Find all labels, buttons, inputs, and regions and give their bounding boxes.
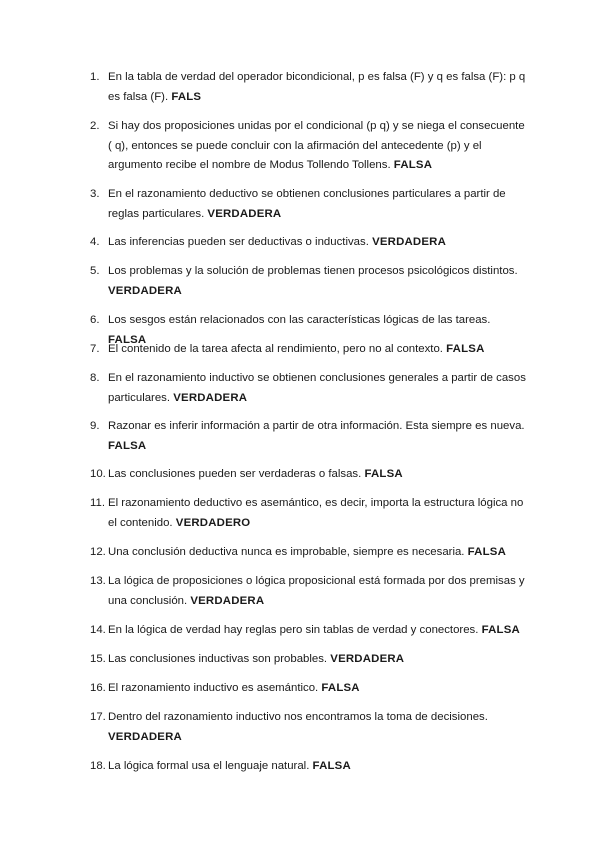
item-answer: FALS (171, 90, 202, 103)
item-text: Si hay dos proposiciones unidas por el condicional (p q) y se niega el consecuente ( q), entonces se puede concluir con la afirmación del antecedente (p) y el argumento recibe el nombre de Modus Tollendo Tollens. (108, 120, 525, 171)
item-number: 17. (90, 711, 106, 723)
item-number: 16. (90, 682, 106, 694)
item-body (108, 68, 530, 107)
list-item (90, 185, 530, 224)
item-body (108, 262, 530, 301)
item-answer: FALSA (312, 760, 351, 772)
item-text: Los problemas y la solución de problemas tienen procesos psicológicos distintos. (108, 265, 518, 277)
list-item (90, 233, 530, 253)
item-answer: VERDADERA (190, 594, 265, 607)
item-body (108, 417, 530, 456)
list-item (90, 340, 530, 360)
item-text: Los sesgos están relacionados con las características lógicas de las tareas. (108, 314, 491, 326)
list-item (90, 650, 530, 670)
item-answer: FALSA (393, 159, 433, 171)
item-body (108, 572, 530, 611)
item-body (108, 185, 530, 224)
item-number: 14. (90, 624, 106, 636)
item-number: 13. (90, 575, 106, 587)
item-body (108, 494, 530, 533)
item-text: En la tabla de verdad del operador bicondicional, p es falsa (F) y q es falsa (F): p q es falsa (F). (108, 71, 526, 103)
list-item (90, 68, 530, 107)
list-item (90, 494, 530, 533)
item-body (108, 117, 530, 176)
item-answer: VERDADERA (173, 391, 248, 404)
item-answer: FALSA (364, 468, 403, 480)
item-answer: VERDADERA (372, 236, 447, 248)
item-answer: FALSA (108, 333, 147, 346)
item-answer: VERDADERA (330, 653, 405, 665)
item-text: Dentro del razonamiento inductivo nos encontramos la toma de decisiones. (108, 711, 488, 723)
list-item (90, 369, 530, 408)
item-answer: VERDADERA (108, 284, 182, 297)
item-number: 12. (90, 546, 106, 558)
list-item (90, 679, 530, 699)
item-number: 4. (90, 236, 100, 248)
item-answer: VERDADERA (207, 207, 282, 220)
item-text: La lógica de proposiciones o lógica proposicional está formada por dos premisas y una conclusión. (108, 575, 525, 607)
item-body (108, 369, 530, 408)
item-number: 6. (90, 314, 100, 326)
item-answer: VERDADERO (175, 516, 251, 529)
item-number: 5. (90, 265, 100, 277)
item-number: 15. (90, 653, 106, 665)
list-item (90, 757, 530, 777)
item-text: En el razonamiento inductivo se obtienen conclusiones generales a partir de casos particulares. (108, 372, 526, 404)
item-text: Razonar es inferir información a partir de otra información. Esta siempre es nueva. (108, 420, 525, 432)
item-body (108, 650, 530, 670)
list-item (90, 465, 530, 485)
item-number: 1. (90, 71, 100, 83)
item-body (108, 233, 530, 253)
item-answer: FALSA (321, 682, 360, 694)
list-item (90, 572, 530, 611)
list-item (90, 621, 530, 641)
item-text: Las conclusiones pueden ser verdaderas o falsas. (108, 468, 362, 480)
item-number: 2. (90, 120, 100, 132)
item-body (108, 340, 530, 360)
list-item (90, 417, 530, 456)
item-number: 3. (90, 188, 100, 200)
item-answer: FALSA (446, 343, 485, 355)
item-text: En el razonamiento deductivo se obtienen conclusiones particulares a partir de reglas particulares. (108, 188, 506, 220)
list-item (90, 117, 530, 176)
item-text: El razonamiento deductivo es asemántico, es decir, importa la estructura lógica no el contenido. (108, 497, 524, 529)
item-text: Una conclusión deductiva nunca es improbable, siempre es necesaria. (108, 546, 465, 558)
item-number: 11. (90, 497, 105, 509)
item-text: Las inferencias pueden ser deductivas o inductivas. (108, 236, 369, 248)
item-number: 8. (90, 372, 100, 384)
item-body (108, 621, 530, 641)
item-body (108, 465, 530, 485)
item-text: El razonamiento inductivo es asemántico. (108, 682, 319, 694)
item-answer: VERDADERA (108, 730, 182, 743)
item-number: 9. (90, 420, 100, 432)
item-body (108, 708, 530, 747)
item-number: 10. (90, 468, 106, 480)
item-answer: FALSA (467, 546, 506, 558)
item-text: El contenido de la tarea afecta al rendimiento, pero no al contexto. (108, 343, 443, 355)
list-item (90, 708, 530, 747)
item-number: 18. (90, 760, 106, 772)
item-number: 7. (90, 343, 100, 355)
list-item (90, 543, 530, 563)
item-body (108, 679, 530, 699)
item-answer: FALSA (481, 624, 520, 636)
item-text: En la lógica de verdad hay reglas pero sin tablas de verdad y conectores. (108, 624, 479, 636)
item-text: La lógica formal usa el lenguaje natural. (108, 760, 310, 772)
list-item (90, 262, 530, 301)
item-answer: FALSA (108, 439, 147, 452)
item-body (108, 543, 530, 563)
item-text: Las conclusiones inductivas son probables. (108, 653, 328, 665)
item-body (108, 757, 530, 777)
